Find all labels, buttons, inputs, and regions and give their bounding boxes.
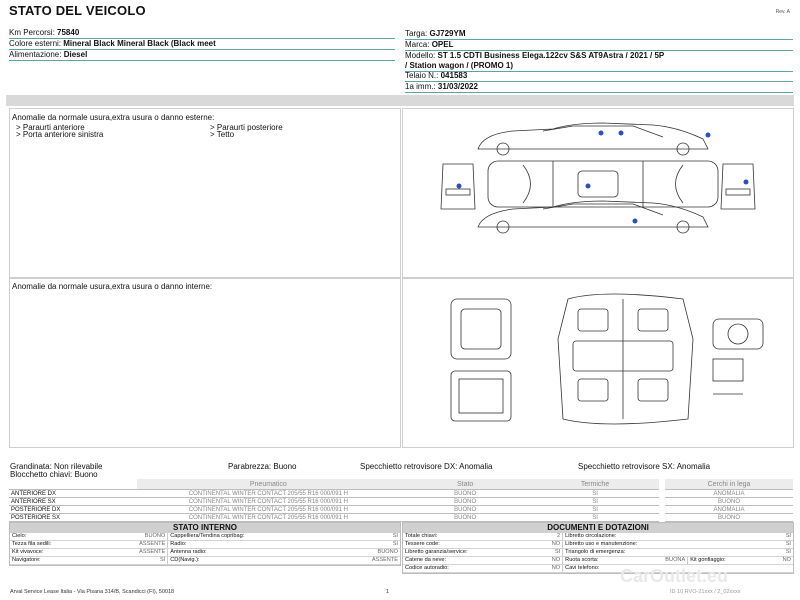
footer-doc-id: ID 10 RVO-21xxx / 2_02xxxx bbox=[670, 589, 741, 595]
car-interior-diagram bbox=[403, 279, 793, 447]
table-row: Codice autoradio: NO Cavi telefono: bbox=[403, 565, 793, 573]
damage-dot bbox=[744, 180, 749, 185]
tyres-table bbox=[9, 479, 659, 522]
marca-value: OPEL bbox=[431, 40, 454, 49]
damage-dot bbox=[457, 184, 462, 189]
grandinata-label: Grandinata: Non rilevabile bbox=[10, 462, 103, 471]
table-row: ANTERIORE DX CONTINENTAL WINTER CONTACT 205/55 R16 000/091 H BUONO SI bbox=[9, 490, 659, 498]
tyre-thermal-header: Termiche bbox=[531, 479, 659, 490]
page-title: STATO DEL VEICOLO bbox=[9, 3, 146, 18]
telaio-field: Telaio N.: 041583 bbox=[405, 71, 793, 82]
table-row: ANOMALIA bbox=[665, 490, 793, 498]
table-row: Kit vivavoce: ASSENTE Antenna radio: BUONO bbox=[12, 549, 398, 555]
damage-dot bbox=[586, 184, 591, 189]
table-row: Tezza fila sedili: ASSENTE Radio: SI bbox=[12, 541, 398, 547]
table-row: Libretto garanzia/service: SI Triangolo di emergenza: SI bbox=[405, 549, 791, 555]
stato-interno-section bbox=[9, 522, 401, 566]
damage-item: > Paraurti posteriore bbox=[210, 123, 283, 132]
internal-damage-text-panel bbox=[9, 278, 401, 448]
damage-dot bbox=[633, 219, 638, 224]
damage-item: > Tetto bbox=[210, 130, 235, 139]
documenti-title: DOCUMENTI E DOTAZIONI bbox=[403, 523, 793, 533]
specchietto-dx-label: Specchietto retrovisore DX: Anomalia bbox=[360, 462, 493, 471]
table-row: Totale chiavi: 2 Libretto circolazione: SI bbox=[405, 533, 791, 539]
damage-item: > Porta anteriore sinistra bbox=[16, 130, 104, 139]
car-exterior-diagram bbox=[403, 109, 793, 277]
targa-field: Targa: GJ729YM bbox=[405, 29, 793, 40]
table-row: ANTERIORE SX CONTINENTAL WINTER CONTACT 205/55 R16 000/091 H BUONO SI bbox=[9, 498, 659, 506]
table-row: Navigatore: SI CD(Navig.): ASSENTE bbox=[12, 557, 398, 563]
km-field: Km Percorsi: 75840 bbox=[9, 28, 395, 39]
modello-field: Modello: ST 1.5 CDTI Business Elega.122cv S&S AT9Astra / 2021 / 5P bbox=[405, 51, 665, 60]
immatricolazione-field: 1a imm.: 31/03/2022 bbox=[405, 82, 793, 93]
tyre-status-header: Stato bbox=[399, 479, 531, 490]
targa-value: GJ729YM bbox=[429, 29, 466, 38]
section-separator bbox=[6, 95, 794, 106]
km-value: 75840 bbox=[57, 28, 80, 37]
color-value: Mineral Black Mineral Black (Black meet bbox=[63, 39, 216, 48]
stato-interno-title: STATO INTERNO bbox=[10, 523, 400, 533]
fuel-value: Diesel bbox=[63, 50, 88, 59]
color-field: Colore esterni: Mineral Black Mineral Black (Black meet bbox=[9, 39, 395, 50]
documenti-section bbox=[402, 522, 794, 574]
external-damage-text-panel bbox=[9, 108, 401, 278]
table-row: POSTERIORE DX CONTINENTAL WINTER CONTACT 205/55 R16 000/091 H BUONO SI bbox=[9, 506, 659, 514]
rims-table bbox=[665, 479, 793, 522]
tyre-header: Pneumatico bbox=[137, 479, 399, 490]
blocchetto-chiavi-label: Blocchetto chiavi: Buono bbox=[10, 470, 98, 479]
parabrezza-label: Parabrezza: Buono bbox=[228, 462, 297, 471]
fuel-field: Alimentazione: Diesel bbox=[9, 50, 395, 61]
revision-label: Rev. A bbox=[775, 9, 790, 15]
damage-dot bbox=[599, 131, 604, 136]
modello-value-line1: ST 1.5 CDTI Business Elega.122cv S&S AT9Astra / 2021 / 5P bbox=[437, 51, 665, 60]
footer-company: Arval Service Lease Italia - Via Pisana 314/B, Scandicci (FI), 50018 bbox=[10, 589, 175, 595]
external-car-diagram-panel bbox=[402, 108, 794, 278]
internal-damage-title: Anomalie da normale usura,extra usura o danno interne: bbox=[12, 282, 213, 291]
damage-item: > Paraurti anteriore bbox=[16, 123, 85, 132]
table-row: BUONO bbox=[665, 498, 793, 506]
specchietto-sx-label: Specchietto retrovisore SX: Anomalia bbox=[578, 462, 711, 471]
watermark-logo: CarOutlet.eu bbox=[620, 566, 729, 586]
table-row: POSTERIORE SX CONTINENTAL WINTER CONTACT 205/55 R16 000/091 H BUONO SI bbox=[9, 514, 659, 522]
rims-header: Cerchi in lega bbox=[665, 479, 793, 490]
modello-value-line2: / Station wagon / (PROMO 1) bbox=[405, 61, 513, 70]
table-row: Cielo: BUONO Cappelliera/Tendina copribag: SI bbox=[12, 533, 398, 539]
internal-car-diagram-panel bbox=[402, 278, 794, 448]
telaio-value: 041583 bbox=[440, 71, 468, 80]
table-row: BUONO bbox=[665, 514, 793, 522]
table-row: Tessere code: NO Libretto uso e manutenzione: SI bbox=[405, 541, 791, 547]
table-row: ANOMALIA bbox=[665, 506, 793, 514]
immatricolazione-value: 31/03/2022 bbox=[437, 82, 478, 91]
marca-field: Marca: OPEL bbox=[405, 40, 793, 51]
table-row: Catene da neve: NO Ruota scorta: BUONA Kit gonfiaggio: NO bbox=[405, 557, 791, 563]
footer-page-number: 1 bbox=[386, 589, 390, 595]
damage-dot bbox=[706, 133, 711, 138]
damage-dot bbox=[619, 131, 624, 136]
external-damage-title: Anomalie da normale usura,extra usura o danno esterne: bbox=[12, 113, 215, 122]
